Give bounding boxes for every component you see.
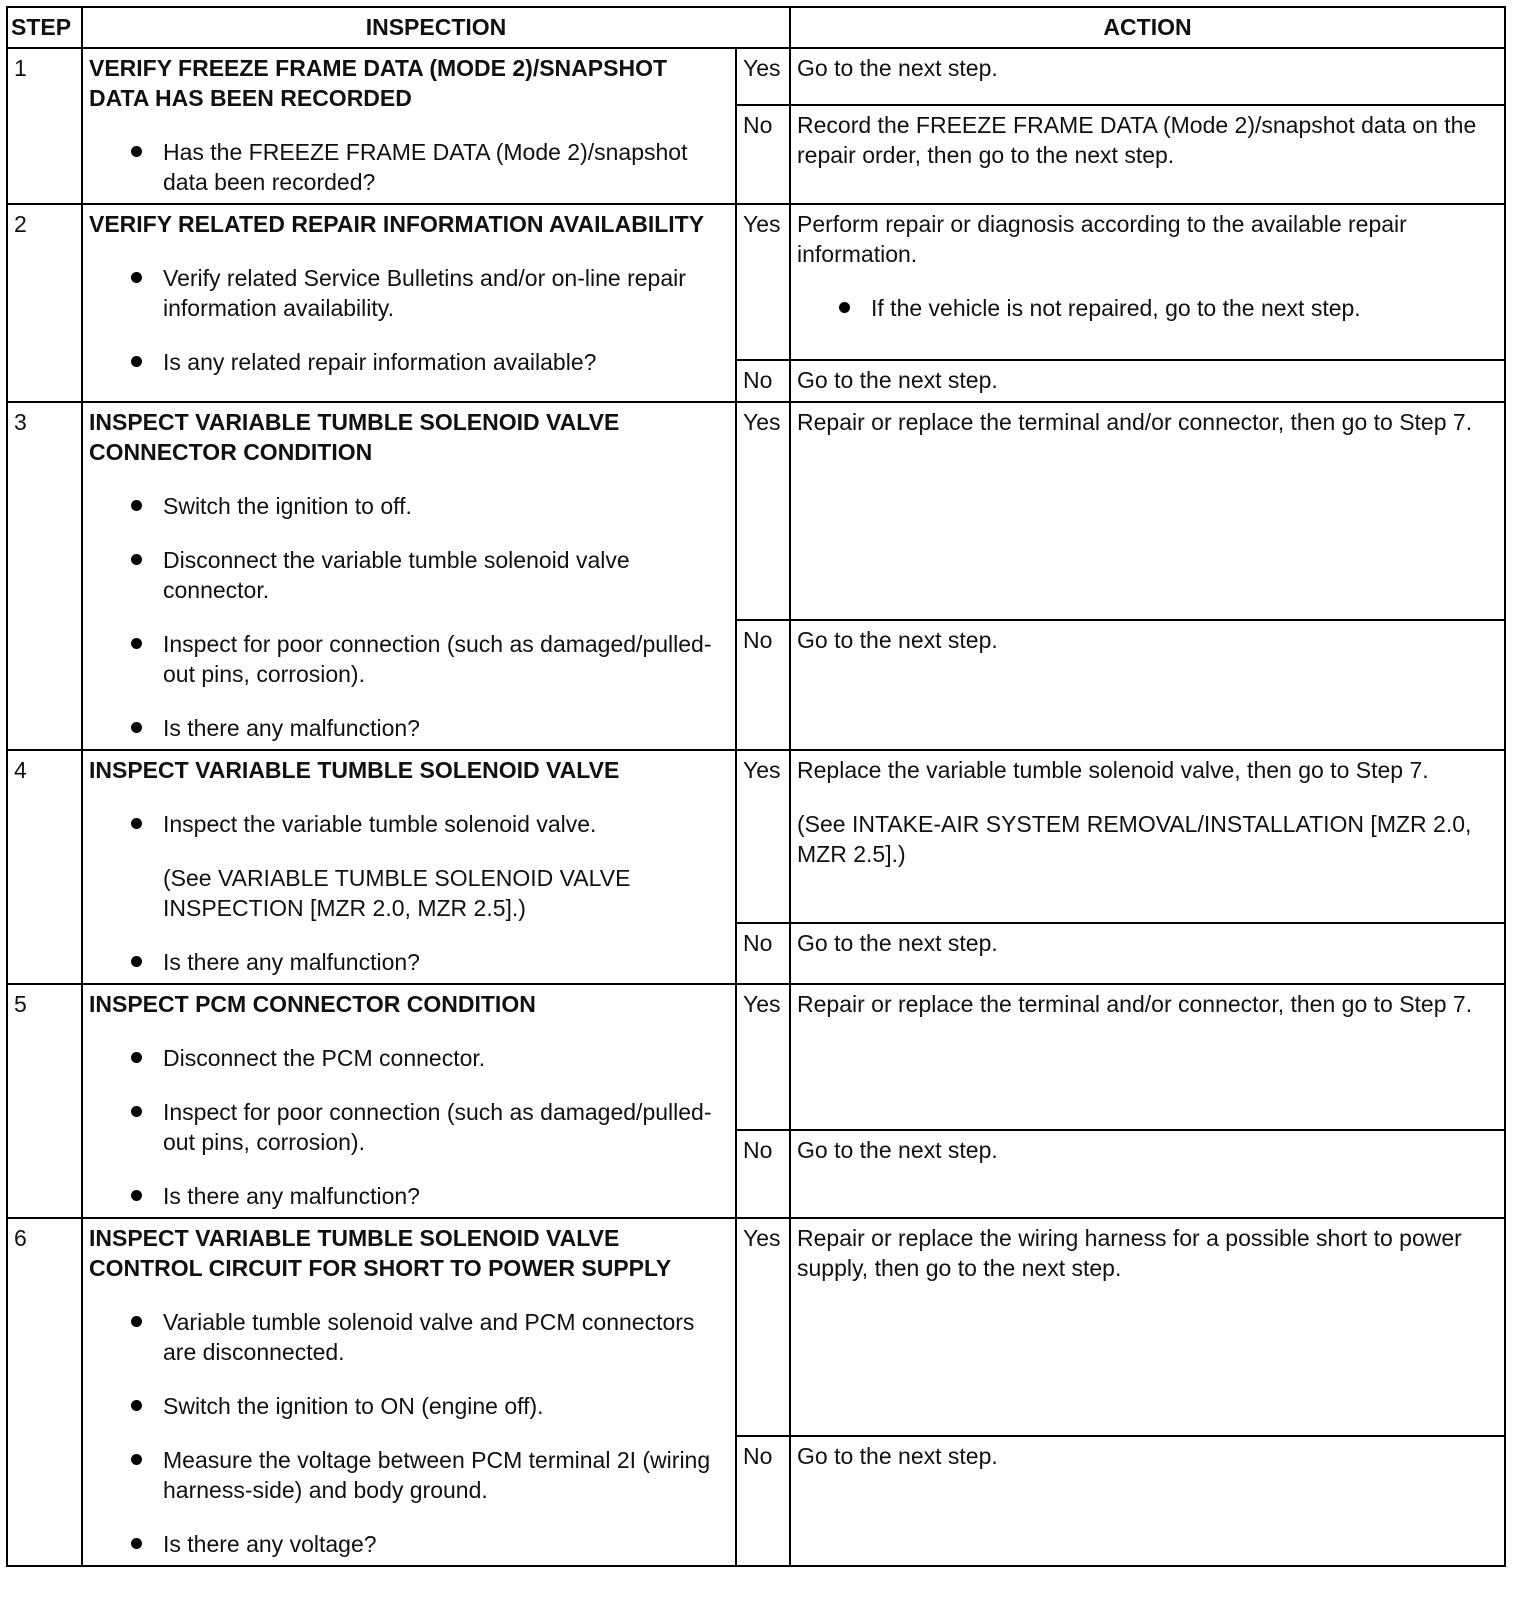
- yes-label: Yes: [736, 1218, 790, 1436]
- no-label: No: [736, 1436, 790, 1566]
- step-inspection: [82, 1218, 736, 1566]
- step-6-yes-row: [7, 1218, 1505, 1436]
- step-inspection: [82, 402, 736, 750]
- yes-label: Yes: [736, 402, 790, 620]
- step-number: 5: [7, 984, 82, 1218]
- no-action: Go to the next step.: [790, 1130, 1505, 1218]
- no-label: No: [736, 923, 790, 984]
- diagnostic-table: [6, 6, 1506, 1567]
- step-number: 1: [7, 48, 82, 204]
- header-row: [7, 7, 1505, 48]
- inspection-header: INSPECTION: [82, 7, 790, 48]
- yes-label: Yes: [736, 48, 790, 105]
- inspection-bullet: Is there any malfunction?: [89, 1181, 729, 1211]
- yes-action: Go to the next step.: [790, 48, 1505, 105]
- inspection-bullet: Switch the ignition to ON (engine off).: [89, 1391, 729, 1421]
- diagnostic-procedure-page: [6, 6, 1506, 1567]
- step-number: 4: [7, 750, 82, 984]
- no-action: Record the FREEZE FRAME DATA (Mode 2)/snapshot data on the repair order, then go to the next step.: [790, 105, 1505, 204]
- inspection-bullet: Variable tumble solenoid valve and PCM connectors are disconnected.: [89, 1307, 729, 1367]
- no-action: Go to the next step.: [790, 360, 1505, 402]
- step-2-yes-row: [7, 204, 1505, 360]
- no-action: Go to the next step.: [790, 620, 1505, 750]
- inspection-bullet: Disconnect the variable tumble solenoid valve connector.: [89, 545, 729, 605]
- no-label: No: [736, 1130, 790, 1218]
- inspection-bullet: Is there any malfunction?: [89, 947, 729, 977]
- step-inspection: [82, 750, 736, 984]
- no-label: No: [736, 105, 790, 204]
- step-4-yes-row: [7, 750, 1505, 923]
- inspection-bullet: Inspect for poor connection (such as damaged/pulled-out pins, corrosion).: [89, 1097, 729, 1157]
- inspection-bullet: Inspect the variable tumble solenoid valve.: [89, 809, 729, 839]
- step-3-yes-row: [7, 402, 1505, 620]
- inspection-bullet: Is any related repair information available?: [89, 347, 729, 377]
- inspection-title: VERIFY FREEZE FRAME DATA (MODE 2)/SNAPSHOT DATA HAS BEEN RECORDED: [89, 55, 668, 111]
- step-number: 2: [7, 204, 82, 402]
- yes-action-cell: [790, 204, 1505, 360]
- step-inspection: [82, 48, 736, 204]
- yes-action: Repair or replace the wiring harness for a possible short to power supply, then go to the next step.: [790, 1218, 1505, 1436]
- step-inspection: [82, 984, 736, 1218]
- action-bullet: If the vehicle is not repaired, go to the next step.: [797, 293, 1498, 323]
- step-header: STEP: [7, 7, 82, 48]
- no-label: No: [736, 360, 790, 402]
- yes-action: Repair or replace the terminal and/or connector, then go to Step 7.: [790, 402, 1505, 620]
- action-note: (See INTAKE-AIR SYSTEM REMOVAL/INSTALLATION [MZR 2.0, MZR 2.5].): [797, 811, 1472, 867]
- yes-action: Replace the variable tumble solenoid valve, then go to Step 7.: [797, 757, 1429, 783]
- inspection-note: (See VARIABLE TUMBLE SOLENOID VALVE INSPECTION [MZR 2.0, MZR 2.5].): [163, 865, 631, 921]
- no-action: Go to the next step.: [790, 923, 1505, 984]
- inspection-bullet: Verify related Service Bulletins and/or on-line repair information availability.: [89, 263, 729, 323]
- inspection-bullet: Inspect for poor connection (such as damaged/pulled-out pins, corrosion).: [89, 629, 729, 689]
- inspection-bullet: Measure the voltage between PCM terminal 2I (wiring harness-side) and body ground.: [89, 1445, 729, 1505]
- inspection-bullet: Has the FREEZE FRAME DATA (Mode 2)/snapshot data been recorded?: [89, 137, 729, 197]
- yes-action: Perform repair or diagnosis according to the available repair information.: [797, 211, 1407, 267]
- yes-action-cell: [790, 750, 1505, 923]
- action-header: ACTION: [790, 7, 1505, 48]
- no-label: No: [736, 620, 790, 750]
- inspection-title: INSPECT VARIABLE TUMBLE SOLENOID VALVE: [89, 757, 620, 783]
- yes-label: Yes: [736, 984, 790, 1130]
- yes-label: Yes: [736, 750, 790, 923]
- inspection-bullet: Disconnect the PCM connector.: [89, 1043, 729, 1073]
- no-action: Go to the next step.: [790, 1436, 1505, 1566]
- inspection-title: INSPECT VARIABLE TUMBLE SOLENOID VALVE CONNECTOR CONDITION: [89, 409, 620, 465]
- inspection-bullet: Switch the ignition to off.: [89, 491, 729, 521]
- inspection-title: INSPECT VARIABLE TUMBLE SOLENOID VALVE CONTROL CIRCUIT FOR SHORT TO POWER SUPPLY: [89, 1225, 672, 1281]
- inspection-bullet: Is there any malfunction?: [89, 713, 729, 743]
- inspection-title: INSPECT PCM CONNECTOR CONDITION: [89, 991, 536, 1017]
- inspection-title: VERIFY RELATED REPAIR INFORMATION AVAILABILITY: [89, 211, 705, 237]
- step-1-yes-row: [7, 48, 1505, 105]
- step-number: 6: [7, 1218, 82, 1566]
- step-number: 3: [7, 402, 82, 750]
- inspection-bullet: Is there any voltage?: [89, 1529, 729, 1559]
- step-5-yes-row: [7, 984, 1505, 1130]
- yes-action: Repair or replace the terminal and/or connector, then go to Step 7.: [790, 984, 1505, 1130]
- step-inspection: [82, 204, 736, 402]
- yes-label: Yes: [736, 204, 790, 360]
